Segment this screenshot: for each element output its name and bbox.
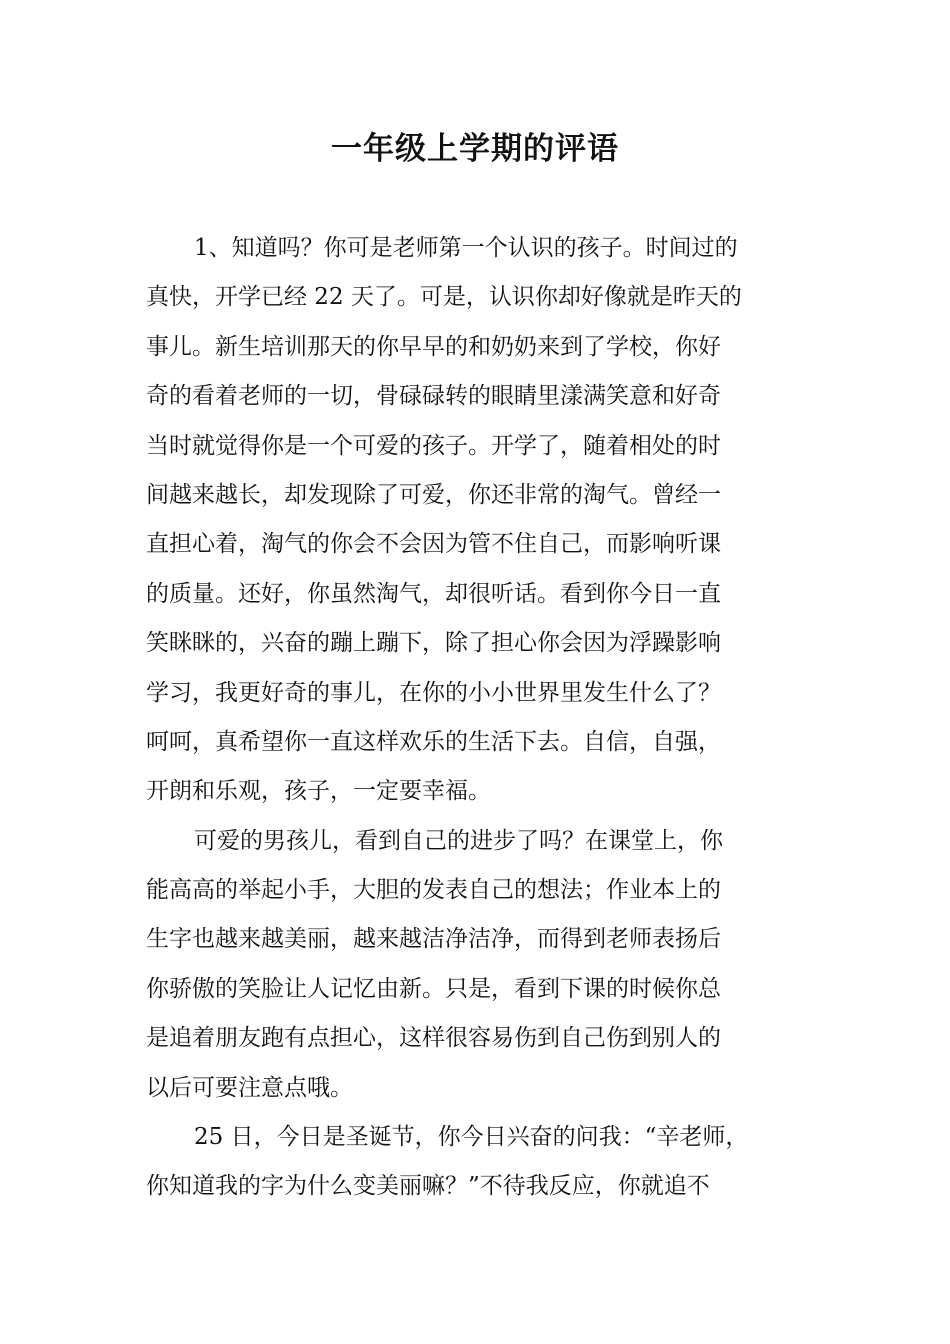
document-title: 一年级上学期的评语	[331, 131, 619, 167]
text-line: 的质量。还好，你虽然淘气，却很听话。看到你今日一直	[146, 580, 721, 607]
text-line: 生字也越来越美丽，越来越洁净洁净，而得到老师表扬后	[146, 926, 721, 953]
text-line: 你知道我的字为什么变美丽嘛？”不待我反应，你就追不	[146, 1173, 710, 1200]
text-line: 呵呵，真希望你一直这样欢乐的生活下去。自信，自强，	[146, 728, 721, 755]
text-line: 笑眯眯的，兴奋的蹦上蹦下，除了担心你会因为浮躁影响	[146, 630, 721, 657]
paragraph-1	[146, 224, 806, 817]
text-line: 学习，我更好奇的事儿，在你的小小世界里发生什么了？	[146, 679, 721, 706]
paragraph-2	[146, 817, 806, 1113]
text-line: 以后可要注意点哦。	[146, 1074, 353, 1101]
text-line: 25 日，今日是圣诞节，你今日兴奋的问我：“辛老师，	[194, 1124, 749, 1151]
text-line: 真快，开学已经 22 天了。可是，认识你却好像就是昨天的	[146, 284, 742, 311]
document-body	[146, 224, 806, 1212]
text-line: 1、知道吗？你可是老师第一个认识的孩子。时间过的	[194, 235, 738, 261]
text-line: 奇的看着老师的一切，骨碌碌转的眼睛里漾满笑意和好奇	[146, 383, 721, 410]
text-line: 当时就觉得你是一个可爱的孩子。开学了，随着相处的时	[146, 432, 721, 459]
text-line: 可爱的男孩儿，看到自己的进步了吗？在课堂上，你	[194, 827, 723, 854]
paragraph-3	[146, 1113, 806, 1212]
text-line: 开朗和乐观，孩子，一定要幸福。	[146, 778, 491, 805]
text-line: 间越来越长，却发现除了可爱，你还非常的淘气。曾经一	[146, 481, 721, 508]
text-line: 直担心着，淘气的你会不会因为管不住自己，而影响听课	[146, 531, 721, 558]
text-line: 事儿。新生培训那天的你早早的和奶奶来到了学校，你好	[146, 333, 721, 360]
text-line: 能高高的举起小手，大胆的发表自己的想法；作业本上的	[146, 877, 721, 904]
text-line: 是追着朋友跑有点担心，这样很容易伤到自己伤到别人的	[146, 1025, 721, 1052]
text-line: 你骄傲的笑脸让人记忆由新。只是，看到下课的时候你总	[146, 975, 721, 1002]
